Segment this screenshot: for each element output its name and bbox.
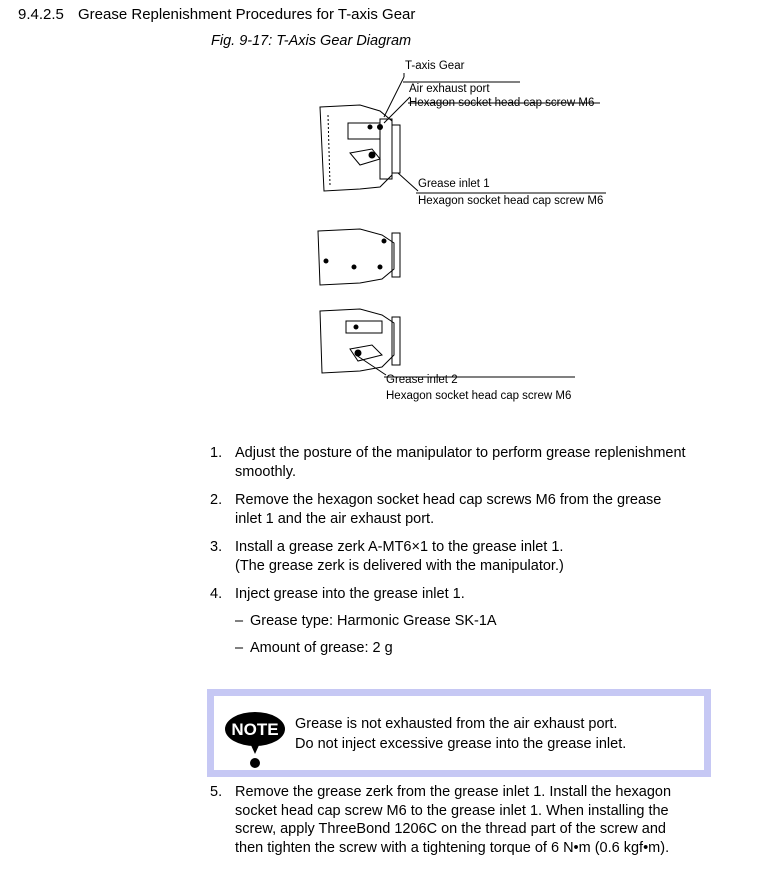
dash-bullet: – xyxy=(235,613,244,629)
t-axis-gear-diagram xyxy=(300,55,620,415)
step-line: Remove the grease zerk from the grease inlet 1. Install the hexagon xyxy=(235,784,672,800)
note-line: Grease is not exhausted from the air exhaust port. xyxy=(295,716,618,732)
step-number: 1. xyxy=(210,445,223,461)
step-line: screw, apply ThreeBond 1206C on the thread part of the screw and xyxy=(235,821,666,837)
step-line: Adjust the posture of the manipulator to perform grease replenishment xyxy=(235,445,686,461)
note-icon-label: NOTE xyxy=(231,720,279,739)
sub-item-grease-type xyxy=(210,612,730,631)
step-number: 4. xyxy=(210,586,223,602)
label-hex-screw-2: Hexagon socket head cap screw M6 xyxy=(418,195,604,207)
amount-text: Amount of grease: 2 g xyxy=(250,640,393,656)
step-number: 3. xyxy=(210,539,223,555)
step-5 xyxy=(210,783,730,857)
step-1 xyxy=(210,444,730,482)
grease-type-text: Grease type: Harmonic Grease SK-1A xyxy=(250,613,497,629)
step-line: Remove the hexagon socket head cap screws M6 from the grease xyxy=(235,492,662,508)
step-line: then tighten the screw with a tightening torque of 6 N•m (0.6 kgf•m). xyxy=(235,839,670,856)
step-line: Inject grease into the grease inlet 1. xyxy=(235,586,465,602)
step-4 xyxy=(210,585,730,604)
step-line: socket head cap screw M6 to the grease inlet 1. When installing the xyxy=(235,802,669,819)
label-grease-inlet-1: Grease inlet 1 xyxy=(418,178,490,190)
step-line: Install a grease zerk A-MT6×1 to the grease inlet 1. xyxy=(235,539,564,555)
label-hex-screw-1: Hexagon socket head cap screw M6 xyxy=(409,97,595,109)
section-title: Grease Replenishment Procedures for T-axis Gear xyxy=(78,6,416,23)
note-box xyxy=(207,689,711,777)
step-number: 5. xyxy=(210,784,223,800)
label-grease-inlet-2: Grease inlet 2 xyxy=(386,374,458,386)
note-text xyxy=(295,714,626,754)
procedure-steps xyxy=(210,444,730,658)
diagram-drawing xyxy=(300,55,620,415)
step-number: 2. xyxy=(210,492,223,508)
step-2 xyxy=(210,491,730,529)
label-t-axis-gear: T-axis Gear xyxy=(405,60,465,72)
label-hex-screw-3: Hexagon socket head cap screw M6 xyxy=(386,390,572,402)
sub-item-amount xyxy=(210,639,730,658)
step-line: smoothly. xyxy=(235,464,296,480)
dash-bullet: – xyxy=(235,640,244,656)
note-line: Do not inject excessive grease into the grease inlet. xyxy=(295,736,627,752)
step-line: inlet 1 and the air exhaust port. xyxy=(235,511,435,527)
step-line: (The grease zerk is delivered with the manipulator.) xyxy=(235,558,564,574)
figure-caption: Fig. 9-17: T-Axis Gear Diagram xyxy=(211,33,412,49)
section-number: 9.4.2.5 xyxy=(18,6,64,23)
step-3 xyxy=(210,538,730,576)
label-air-exhaust-port: Air exhaust port xyxy=(409,83,490,95)
section-heading xyxy=(18,6,415,23)
note-icon xyxy=(224,710,286,770)
